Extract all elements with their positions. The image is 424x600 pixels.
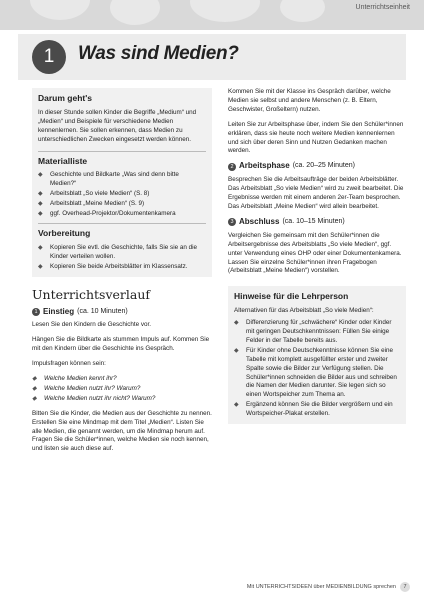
step-heading	[228, 162, 406, 171]
prep-list	[38, 244, 206, 272]
intro-box	[32, 88, 212, 277]
step-time: (ca. 20–25 Minuten)	[292, 162, 355, 170]
footer	[247, 582, 410, 592]
step-title: Einstieg	[43, 306, 75, 316]
decor-blob	[280, 0, 325, 22]
step-time: (ca. 10 Minuten)	[77, 307, 128, 315]
materials-heading: Materialliste	[38, 155, 88, 166]
diamond-bullet-icon: ◆	[234, 402, 239, 409]
hint-box	[228, 286, 406, 424]
paragraph: Lesen Sie den Kindern die Geschichte vor.	[32, 321, 152, 329]
paragraph: Impulsfragen können sein:	[32, 360, 106, 368]
diamond-bullet-icon: ◆	[234, 320, 239, 327]
questions-list	[32, 375, 212, 404]
list-item: ◆ Für Kinder ohne Deutschkenntnisse können Sie eine Tabelle mit komplett ausgefüllter erster und zweiter Spalte sowie die Bilder zur Verfügung stellen. Die Schüler*innen schneiden die Bilder aus und schreiben die Namen der Medien darunter. Sie legen sich so einen Wortspeicher zum Thema an.	[234, 346, 397, 399]
step-number: 2	[228, 163, 236, 171]
course-heading: Unterrichtsverlauf	[32, 286, 151, 302]
step-title: Arbeitsphase	[239, 161, 290, 171]
diamond-bullet-icon: ◆	[38, 172, 43, 179]
list-item: ◆ Kopieren Sie evtl. die Geschichte, falls Sie sie an die Kinder verteilen wollen.	[38, 243, 198, 260]
decor-blob	[30, 0, 90, 20]
paragraph: Kommen Sie mit der Klasse ins Gespräch darüber, welche Medien sie selbst und andere Menschen (z. B. Eltern, Geschwister, Großeltern) nutzen.	[228, 88, 391, 113]
step-number: 1	[32, 308, 40, 316]
step-title: Abschluss	[239, 216, 280, 226]
paragraph: Leiten Sie zur Arbeitsphase über, indem Sie den Schüler*innen erklären, dass sie heute noch weitere Medien kennenlernen und sich über deren Sinn und Nutzen Gedanken machen werden.	[228, 120, 404, 155]
decor-blob	[190, 0, 260, 22]
intro-text: In dieser Stunde sollen Kinder die Begriffe „Medium“ und „Medien“ und Beispiele für verschiedene Medien kennenlernen. Sie sollen erkennen, dass Medien zu unterschiedlichen Zwecken eingesetzt werden können.	[38, 108, 197, 143]
list-item: ◆ Arbeitsblatt „Meine Medien“ (S. 9)	[38, 200, 145, 208]
diamond-bullet-icon: ◆	[32, 385, 37, 392]
step-number: 3	[228, 218, 236, 226]
list-item: ◆ ggf. Overhead-Projektor/Dokumentenkamera	[38, 210, 176, 218]
list-item: ◆ Ergänzend können Sie die Bilder vergrößern und ein Wortspeicher-Plakat erstellen.	[234, 401, 393, 418]
diamond-bullet-icon: ◆	[38, 263, 43, 270]
right-column	[228, 88, 406, 424]
paragraph: Hängen Sie die Bildkarte als stummen Impuls auf. Kommen Sie mit den Kindern über die Geschichte ins Gespräch.	[32, 336, 210, 353]
page-title: Was sind Medien?	[78, 43, 239, 64]
prep-heading: Vorbereitung	[38, 227, 91, 238]
hint-heading: Hinweise für die Lehrperson	[234, 291, 349, 302]
paragraph: Besprechen Sie die Arbeitsaufträge der beiden Arbeitsblätter. Das Arbeitsblatt „So viele Medien“ wird zu zweit bearbeitet. Die Ergebnisse werden mit einem anderen 2er-Team besprochen. Das Arbeitsblatt „Meine Medien“ wird allein bearbeitet.	[228, 176, 404, 210]
diamond-bullet-icon: ◆	[38, 201, 43, 208]
list-item: ◆ Welche Medien nutzt ihr nicht? Warum?	[32, 394, 156, 402]
list-item: ◆ Differenzierung für „schwächere“ Kinder oder Kinder mit geringen Deutschkenntnissen: Füllen Sie einige Felder in der Tabelle bereits aus.	[234, 319, 392, 344]
paragraph: Bitten Sie die Kinder, die Medien aus der Geschichte zu nennen. Erstellen Sie eine Mindmap mit dem Titel „Medien“. Listen Sie alle Medien, die genannt werden, um die Mindmap herum auf. Fragen Sie die Schüler*innen, welche Medien sie noch kennen, und listen sie auch diese auf.	[32, 409, 212, 453]
hint-list	[234, 319, 400, 419]
divider	[38, 223, 206, 224]
step-heading	[228, 218, 406, 227]
materials-list	[38, 171, 206, 219]
title-bar	[18, 34, 406, 80]
list-item: ◆ Welche Medien nutzt ihr? Warum?	[32, 384, 141, 392]
section-tag: Unterrichtseinheit	[355, 4, 410, 11]
diamond-bullet-icon: ◆	[32, 395, 37, 402]
list-item: ◆ Arbeitsblatt „So viele Medien“ (S. 8)	[38, 190, 150, 198]
diamond-bullet-icon: ◆	[38, 211, 43, 218]
step-time: (ca. 10–15 Minuten)	[282, 217, 345, 225]
hint-intro: Alternativen für das Arbeitsblatt „So viele Medien“:	[234, 307, 374, 315]
step-heading	[32, 308, 212, 317]
decor-blob	[110, 0, 160, 25]
diamond-bullet-icon: ◆	[234, 347, 239, 354]
page-number: 7	[400, 582, 410, 592]
diamond-bullet-icon: ◆	[38, 191, 43, 198]
list-item: ◆ Kopieren Sie beide Arbeitsblätter im Klassensatz.	[38, 262, 188, 270]
divider	[38, 151, 206, 152]
list-item: ◆ Welche Medien kennt ihr?	[32, 375, 117, 383]
left-column	[32, 88, 212, 460]
list-item: ◆ Geschichte und Bildkarte „Was sind denn bitte Medien?“	[38, 171, 179, 188]
paragraph: Vergleichen Sie gemeinsam mit den Schüler*innen die Arbeitsergebnisse des Arbeitsblatts „So viele Medien“, ggf. unter Verwendung eines OHP oder einer Dokumentenkamera. Lassen Sie einzelne Schüler*innen ihren Fragebogen (Arbeitsblatt „Meine Medien“) vorstellen.	[228, 231, 402, 275]
header-band	[0, 0, 424, 30]
intro-heading: Darum geht's	[38, 93, 92, 103]
diamond-bullet-icon: ◆	[32, 376, 37, 383]
diamond-bullet-icon: ◆	[38, 244, 43, 251]
footer-text: Mit UNTERRICHTSIDEEN über MEDIENBILDUNG sprechen	[246, 584, 396, 590]
chapter-number: 1	[32, 40, 66, 74]
